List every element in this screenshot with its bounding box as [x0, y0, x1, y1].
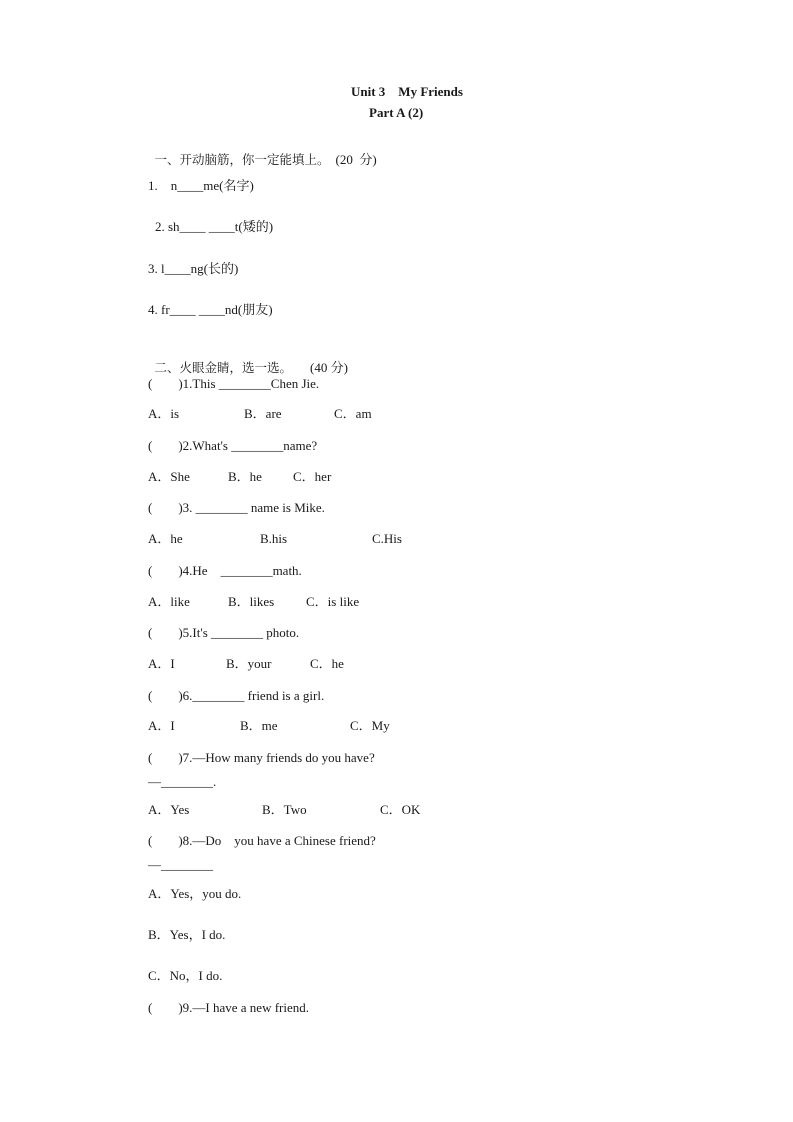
section2-heading-text: 二、火眼金睛，选一选。: [154, 360, 293, 375]
section1-heading: [148, 136, 377, 168]
q8-option-a: A．Yes，you do.: [148, 886, 242, 901]
question-9-stem: ( )9.—I have a new friend.: [148, 1000, 309, 1015]
question-6-stem: ( )6.________ friend is a girl.: [148, 688, 325, 703]
q6-option-c: C．My: [350, 718, 390, 733]
q4-option-c: C．is like: [306, 594, 360, 609]
q5-option-b: B．your: [226, 656, 272, 671]
section2-score: (40 分): [310, 360, 348, 375]
q7-option-c: C．OK: [380, 802, 421, 817]
question-8-stem: ( )8.—Do you have a Chinese friend?: [148, 833, 376, 848]
fill-item-3: 3. l____ng(长的): [148, 261, 239, 276]
q1-option-b: B．are: [244, 406, 282, 421]
question-5-stem: ( )5.It's ________ photo.: [148, 625, 300, 640]
document-subtitle: Part A (2): [369, 105, 424, 120]
q3-option-a: A．he: [148, 531, 183, 546]
q2-option-b: B．he: [228, 469, 262, 484]
q1-option-a: A．is: [148, 406, 180, 421]
question-2-stem: ( )2.What's ________name?: [148, 438, 318, 453]
fill-item-4: 4. fr____ ____nd(朋友): [148, 302, 273, 317]
fill-item-1: 1. n____me(名字): [148, 178, 254, 193]
question-4-stem: ( )4.He ________math.: [148, 563, 302, 578]
q1-option-c: C．am: [334, 406, 372, 421]
question-8-answer-line: —________: [148, 857, 213, 872]
q6-option-b: B．me: [240, 718, 278, 733]
document-title: Unit 3 My Friends: [351, 84, 463, 99]
question-7-stem: ( )7.—How many friends do you have?: [148, 750, 375, 765]
q3-option-b: B.his: [260, 531, 288, 546]
q8-option-c: C．No，I do.: [148, 968, 223, 983]
q7-option-b: B．Two: [262, 802, 307, 817]
q2-option-a: A．She: [148, 469, 190, 484]
question-7-answer-line: —________.: [148, 774, 217, 789]
fill-item-2: 2. sh____ ____t(矮的): [155, 219, 274, 234]
section2-heading: [148, 344, 348, 376]
q5-option-c: C．he: [310, 656, 344, 671]
section1-score: (20 分): [335, 152, 377, 167]
q4-option-b: B．likes: [228, 594, 275, 609]
q5-option-a: A．I: [148, 656, 175, 671]
q8-option-b: B．Yes，I do.: [148, 927, 226, 942]
section1-heading-text: 一、开动脑筋，你一定能填上。: [154, 152, 330, 167]
question-1-stem: ( )1.This ________Chen Jie.: [148, 376, 320, 391]
q6-option-a: A．I: [148, 718, 175, 733]
q4-option-a: A．like: [148, 594, 190, 609]
q3-option-c: C.His: [372, 531, 402, 546]
q7-option-a: A．Yes: [148, 802, 190, 817]
question-3-stem: ( )3. ________ name is Mike.: [148, 500, 325, 515]
q2-option-c: C．her: [293, 469, 332, 484]
